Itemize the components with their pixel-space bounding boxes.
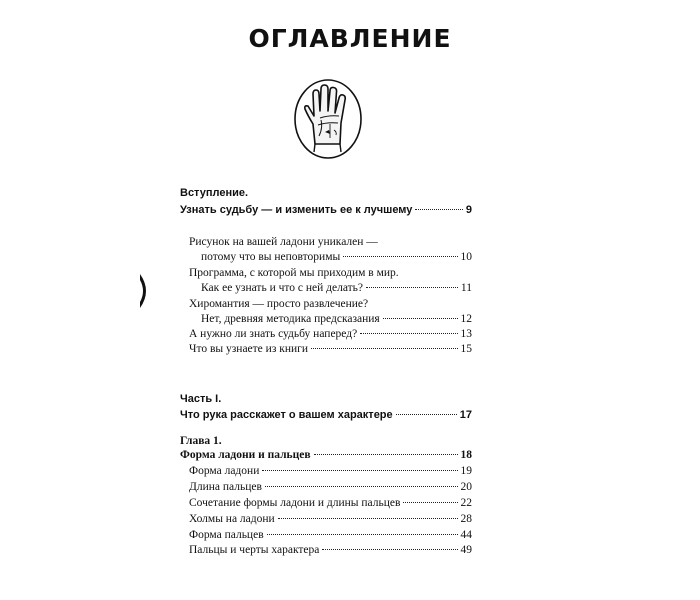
intro-item-entry[interactable]: Нет, древняя методика предсказания 12	[201, 313, 472, 325]
chapter1-item-entry[interactable]: Пальцы и черты характера 49	[189, 544, 472, 556]
intro-item-entry[interactable]: потому что вы неповторимы 10	[201, 251, 472, 263]
chapter1-item-entry[interactable]: Длина пальцев 20	[189, 481, 472, 493]
chapter1-heading[interactable]: Глава 1.	[180, 435, 222, 447]
intro-item-entry[interactable]: А нужно ли знать судьбу наперед? 13	[189, 328, 472, 340]
part1-subtitle-entry[interactable]: Что рука расскажет о вашем характере 17	[180, 409, 472, 421]
intro-item-line[interactable]: Программа, с которой мы приходим в мир.	[189, 267, 399, 279]
chapter1-item-entry[interactable]: Сочетание формы ладони и длины пальцев 22	[189, 497, 472, 509]
page-title: ОГЛАВЛЕНИЕ	[248, 24, 452, 53]
palm-hand-icon	[293, 78, 363, 160]
chapter1-item-entry[interactable]: Форма пальцев 44	[189, 529, 472, 541]
intro-item-entry[interactable]: Как ее узнать и что с ней делать? 11	[201, 282, 472, 294]
page-edge-mark	[138, 272, 154, 310]
chapter1-item-entry[interactable]: Холмы на ладони 28	[189, 513, 472, 525]
intro-item-line[interactable]: Рисунок на вашей ладони уникален —	[189, 236, 378, 248]
part1-heading[interactable]: Часть I.	[180, 393, 222, 405]
chapter1-item-entry[interactable]: Форма ладони 19	[189, 465, 472, 477]
chapter1-subtitle-entry[interactable]: Форма ладони и пальцев 18	[180, 449, 472, 461]
intro-subtitle-entry[interactable]: Узнать судьбу — и изменить ее к лучшему 9	[180, 204, 472, 216]
intro-item-line[interactable]: Хиромантия — просто развлечение?	[189, 298, 369, 310]
intro-heading[interactable]: Вступление.	[180, 187, 249, 199]
intro-item-entry[interactable]: Что вы узнаете из книги 15	[189, 343, 472, 355]
